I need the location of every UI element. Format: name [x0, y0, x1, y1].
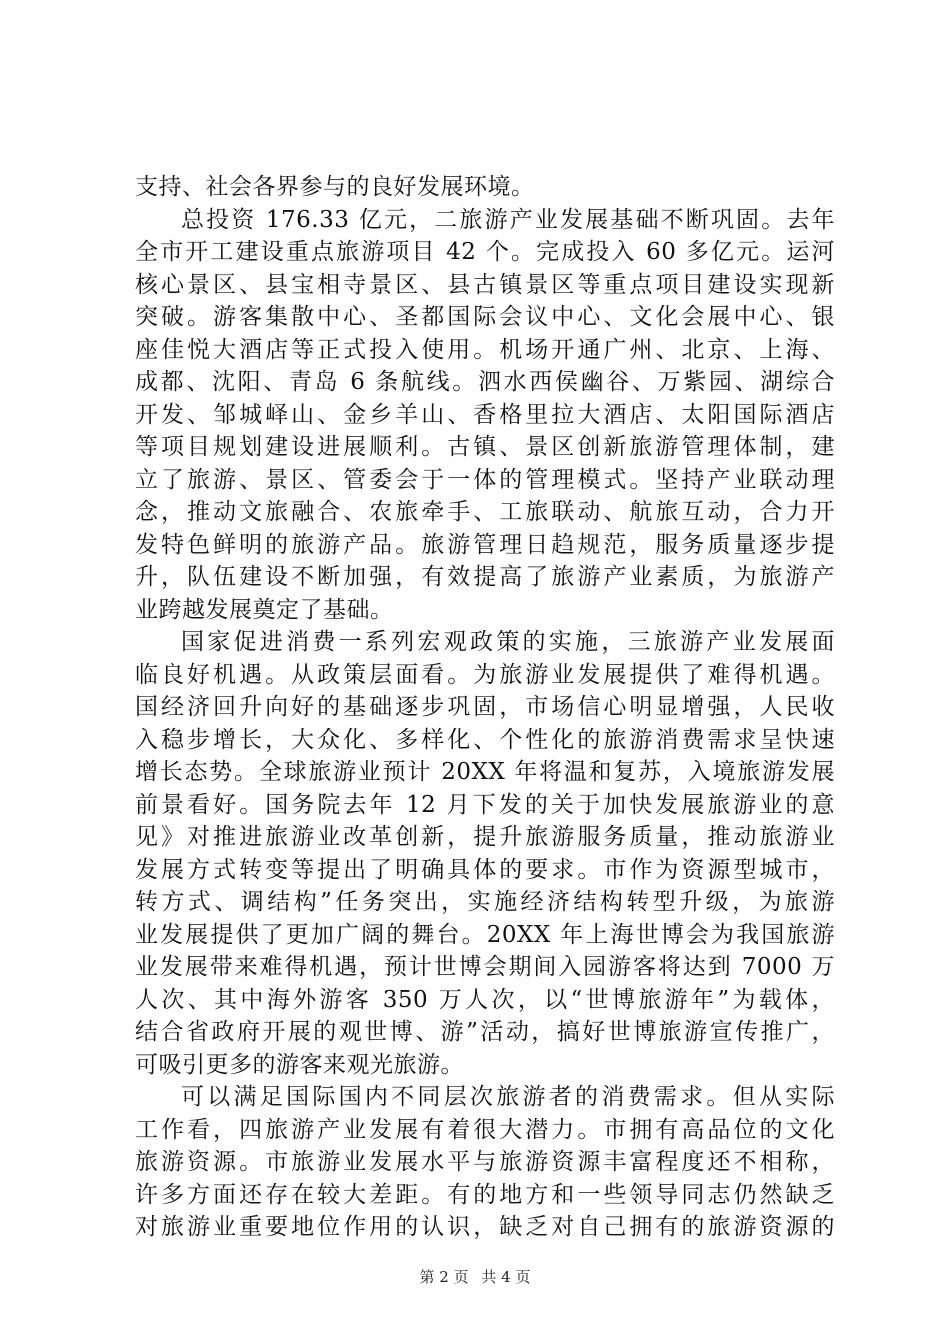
text-line: 发展方式转变等提出了明确具体的要求。市作为资源型城市， — [135, 856, 835, 883]
text-line: 旅游资源。市旅游业发展水平与旅游资源丰富程度还不相称， — [135, 1149, 835, 1175]
text-line: 念，推动文旅融合、农旅牵手、工旅联动、航旅互动，合力开 — [135, 499, 835, 525]
text-line: 业跨越发展奠定了基础。 — [135, 596, 394, 623]
text-line: 全市开工建设重点旅游项目 42 个。完成投入 60 多亿元。运河 — [135, 239, 835, 265]
text-line: 座佳悦大酒店等正式投入使用。机场开通广州、北京、上海、 — [135, 336, 835, 363]
text-line: 国经济回升向好的基础逐步巩固，市场信心明显增强，人民收 — [135, 694, 835, 720]
text-line: 支持、社会各界参与的良好发展环境。 — [135, 174, 535, 200]
page-number: 第 2 页 — [419, 1268, 469, 1286]
text-line: 发特色鲜明的旅游产品。旅游管理日趋规范，服务质量逐步提 — [135, 531, 835, 558]
text-line: 工作看，四旅游产业发展有着很大潜力。市拥有高品位的文化 — [135, 1116, 835, 1143]
text-line: 突破。游客集散中心、圣都国际会议中心、文化会展中心、银 — [135, 304, 835, 330]
text-line: 见》对推进旅游业改革创新，提升旅游服务质量，推动旅游业 — [135, 824, 835, 850]
text-line: 等项目规划建设进展顺利。古镇、景区创新旅游管理体制，建 — [135, 434, 835, 460]
text-line: 可吸引更多的游客来观光旅游。 — [135, 1051, 464, 1078]
text-line: 开发、邹城峄山、金乡羊山、香格里拉大酒店、太阳国际酒店 — [135, 401, 835, 428]
page-footer — [0, 1266, 950, 1287]
page-total: 共 4 页 — [481, 1268, 531, 1286]
text-line: 成都、沈阳、青岛 6 条航线。泗水西侯幽谷、万紫园、湖综合 — [135, 369, 835, 395]
text-line: 转方式、调结构”任务突出，实施经济结构转型升级，为旅游 — [135, 889, 835, 915]
text-line: 业发展带来难得机遇，预计世博会期间入园游客将达到 7000 万 — [135, 954, 835, 980]
text-line: 许多方面还存在较大差距。有的地方和一些领导同志仍然缺乏 — [135, 1181, 835, 1208]
text-line: 核心景区、县宝相寺景区、县古镇景区等重点项目建设实现新 — [135, 271, 835, 298]
text-line: 总投资 176.33 亿元，二旅游产业发展基础不断巩固。去年 — [181, 206, 835, 233]
text-line: 国家促进消费一系列宏观政策的实施，三旅游产业发展面 — [181, 629, 835, 655]
text-line: 临良好机遇。从政策层面看。为旅游业发展提供了难得机遇。 — [135, 661, 835, 688]
text-line: 升，队伍建设不断加强，有效提高了旅游产业素质，为旅游产 — [135, 564, 835, 590]
text-line: 结合省政府开展的观世博、游”活动，搞好世博旅游宣传推广， — [135, 1019, 835, 1045]
text-line: 入稳步增长，大众化、多样化、个性化的旅游消费需求呈快速 — [135, 726, 835, 753]
text-line: 对旅游业重要地位作用的认识，缺乏对自己拥有的旅游资源的 — [135, 1214, 835, 1240]
text-line: 前景看好。国务院去年 12 月下发的关于加快发展旅游业的意 — [135, 791, 835, 818]
text-line: 立了旅游、景区、管委会于一体的管理模式。坚持产业联动理 — [135, 466, 835, 493]
text-line: 业发展提供了更加广阔的舞台。20XX 年上海世博会为我国旅游 — [135, 921, 835, 948]
document-body — [135, 171, 835, 1244]
text-line: 可以满足国际国内不同层次旅游者的消费需求。但从实际 — [181, 1084, 835, 1110]
text-line: 人次、其中海外游客 350 万人次，以“世博旅游年”为载体， — [135, 986, 835, 1013]
text-line: 增长态势。全球旅游业预计 20XX 年将温和复苏，入境旅游发展 — [135, 759, 835, 785]
